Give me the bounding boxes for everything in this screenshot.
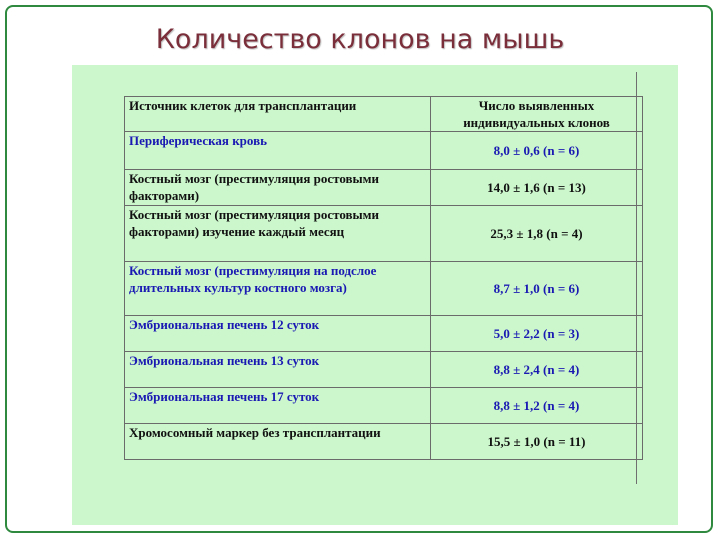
table-row <box>125 170 643 206</box>
header-clones: Число выявленных индивидуальных клонов <box>431 97 643 132</box>
cell-source: Костный мозг (престимуляция ростовыми факторами) изучение каждый месяц <box>125 206 431 262</box>
cell-source: Эмбриональная печень 17 суток <box>125 388 431 424</box>
cell-source: Костный мозг (престимуляция ростовыми факторами) <box>125 170 431 206</box>
cell-source: Эмбриональная печень 13 суток <box>125 352 431 388</box>
table-header-row <box>125 97 643 132</box>
table-row <box>125 262 643 316</box>
cell-clone-count: 8,8 ± 2,4 (n = 4) <box>431 352 643 388</box>
table-row <box>125 206 643 262</box>
table-row <box>125 352 643 388</box>
cell-source: Эмбриональная печень 12 суток <box>125 316 431 352</box>
table-row <box>125 316 643 352</box>
table-row <box>125 132 643 170</box>
slide-title: Количество клонов на мышь <box>155 24 565 55</box>
cell-source: Хромосомный маркер без трансплантации <box>125 424 431 460</box>
cell-clone-count: 8,8 ± 1,2 (n = 4) <box>431 388 643 424</box>
cell-clone-count: 8,0 ± 0,6 (n = 6) <box>431 132 643 170</box>
cell-clone-count: 5,0 ± 2,2 (n = 3) <box>431 316 643 352</box>
cell-clone-count: 25,3 ± 1,8 (n = 4) <box>431 206 643 262</box>
cell-source: Периферическая кровь <box>125 132 431 170</box>
cell-source: Костный мозг (престимуляция на подслое длительных культур костного мозга) <box>125 262 431 316</box>
header-source: Источник клеток для трансплантации <box>125 97 431 132</box>
cell-clone-count: 8,7 ± 1,0 (n = 6) <box>431 262 643 316</box>
table-row <box>125 424 643 460</box>
clones-table <box>124 96 643 460</box>
cell-clone-count: 14,0 ± 1,6 (n = 13) <box>431 170 643 206</box>
table-row <box>125 388 643 424</box>
cell-clone-count: 15,5 ± 1,0 (n = 11) <box>431 424 643 460</box>
